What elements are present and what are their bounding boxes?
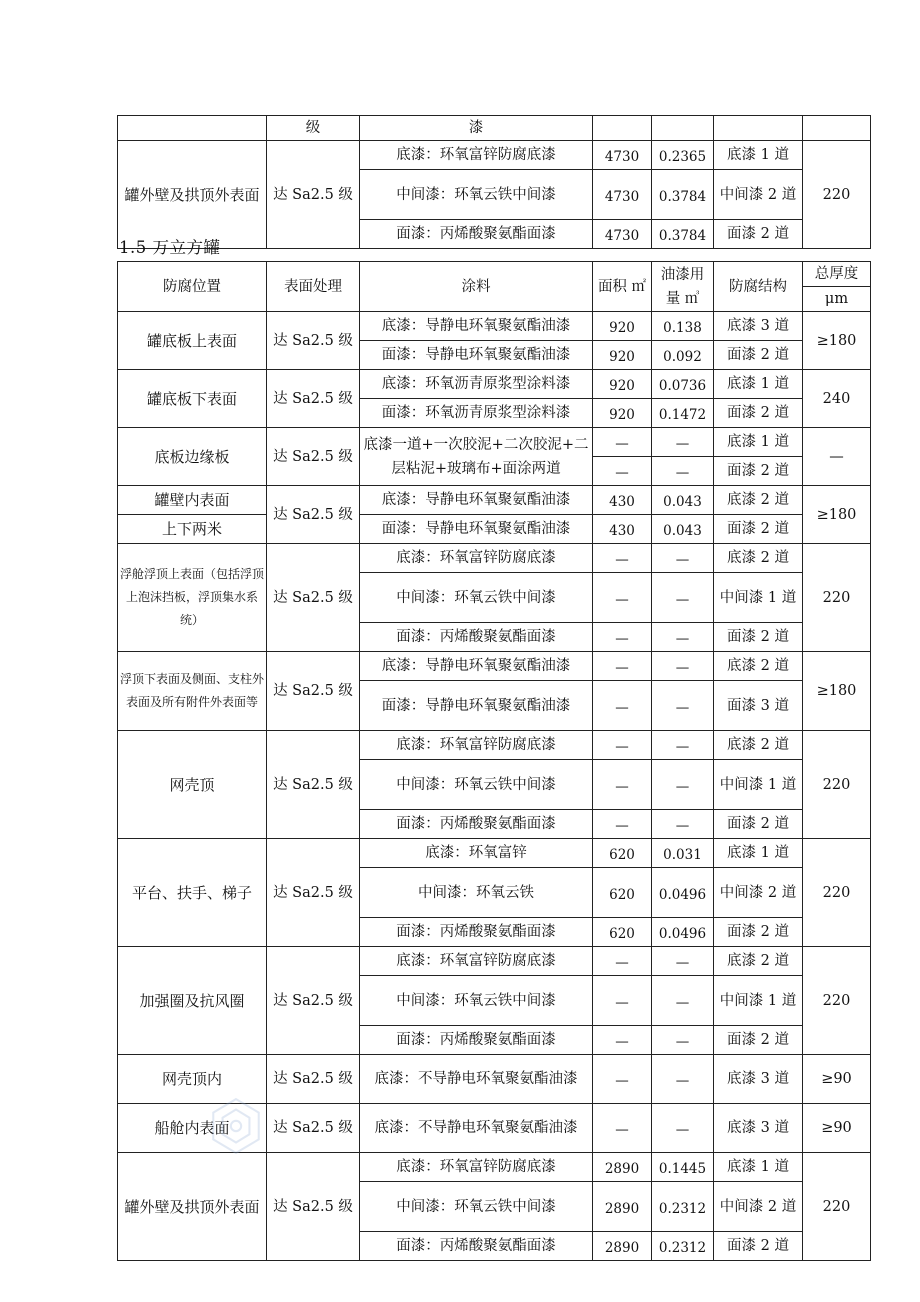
cell-surface: 达 Sa2.5 级 [267, 486, 360, 544]
header-thickness: 总厚度 [803, 262, 871, 287]
cell-position: 网壳顶内 [118, 1055, 267, 1104]
cell-amount: — [652, 573, 714, 623]
cell-coating: 底漆：环氧富锌防腐底漆 [360, 731, 593, 760]
cell-area: — [593, 1055, 652, 1104]
cell-position: 浮舱浮顶上表面（包括浮顶上泡沫挡板，浮顶集水系统） [118, 544, 267, 652]
cell-area: — [593, 947, 652, 976]
cell-position: 船舱内表面 [118, 1104, 267, 1153]
cell-thickness: ≥90 [803, 1104, 871, 1153]
cell-structure: 中间漆 2 道 [714, 170, 803, 220]
cell-thickness: ≥180 [803, 652, 871, 731]
cell-coating: 面漆：丙烯酸聚氨酯面漆 [360, 918, 593, 947]
cell-coating: 底漆：环氧富锌防腐底漆 [360, 1153, 593, 1182]
cell-surface: 达 Sa2.5 级 [267, 1153, 360, 1261]
cell-structure: 底漆 2 道 [714, 652, 803, 681]
table-row [118, 652, 871, 681]
cell-area: — [593, 428, 652, 457]
cell-surface: 达 Sa2.5 级 [267, 544, 360, 652]
cell-area: 620 [593, 918, 652, 947]
cell-amount: 0.138 [652, 312, 714, 341]
cell-amount: 0.3784 [652, 170, 714, 220]
cell-amount: 0.2312 [652, 1232, 714, 1261]
cell-coating: 漆 [360, 116, 593, 141]
table-row [118, 141, 871, 170]
cell-amount: — [652, 947, 714, 976]
cell-amount: 0.1445 [652, 1153, 714, 1182]
cell-structure: 面漆 2 道 [714, 341, 803, 370]
cell-area: 620 [593, 839, 652, 868]
cell-amount: 0.092 [652, 341, 714, 370]
header-structure: 防腐结构 [714, 262, 803, 312]
cell-coating: 底漆：环氧富锌 [360, 839, 593, 868]
cell-coating: 底漆：环氧沥青原浆型涂料漆 [360, 370, 593, 399]
cell-amount: 0.3784 [652, 220, 714, 249]
cell-area: — [593, 731, 652, 760]
cell-area: — [593, 652, 652, 681]
cell-structure: 面漆 2 道 [714, 1232, 803, 1261]
cell-amount [652, 116, 714, 141]
cell-position: 罐外壁及拱顶外表面 [118, 141, 267, 249]
cell-structure: 底漆 1 道 [714, 370, 803, 399]
cell-area: 430 [593, 486, 652, 515]
cell-structure: 中间漆 1 道 [714, 573, 803, 623]
cell-structure: 面漆 3 道 [714, 681, 803, 731]
cell-structure: 面漆 2 道 [714, 1026, 803, 1055]
header-amount: 油漆用量 ㎥ [652, 262, 714, 312]
cell-amount: — [652, 1104, 714, 1153]
cell-area: 920 [593, 399, 652, 428]
cell-surface: 达 Sa2.5 级 [267, 312, 360, 370]
cell-structure: 底漆 2 道 [714, 544, 803, 573]
table-row [118, 486, 871, 515]
cell-structure: 中间漆 2 道 [714, 1182, 803, 1232]
cell-thickness: ≥90 [803, 1055, 871, 1104]
cell-structure: 面漆 2 道 [714, 515, 803, 544]
cell-structure: 面漆 2 道 [714, 623, 803, 652]
cell-amount: 0.1472 [652, 399, 714, 428]
cell-structure: 面漆 2 道 [714, 399, 803, 428]
cell-thickness [803, 116, 871, 141]
table-row [118, 731, 871, 760]
cell-amount: — [652, 1055, 714, 1104]
cell-position: 罐底板下表面 [118, 370, 267, 428]
cell-area: 430 [593, 515, 652, 544]
section-title: 1.5 万立方罐 [119, 238, 221, 257]
table-row [118, 116, 871, 141]
cell-position: 加强圈及抗风圈 [118, 947, 267, 1055]
cell-area: — [593, 1026, 652, 1055]
table-row [118, 515, 871, 544]
cell-amount: 0.043 [652, 486, 714, 515]
cell-coating: 底漆：环氧富锌防腐底漆 [360, 141, 593, 170]
cell-coating: 面漆：导静电环氧聚氨酯油漆 [360, 515, 593, 544]
cell-coating: 中间漆：环氧云铁中间漆 [360, 760, 593, 810]
cell-surface: 达 Sa2.5 级 [267, 652, 360, 731]
watermark-icon [205, 1095, 267, 1157]
cell-structure: 中间漆 1 道 [714, 760, 803, 810]
cell-area: 920 [593, 341, 652, 370]
cell-position: 罐壁内表面 [118, 486, 267, 515]
cell-surface: 达 Sa2.5 级 [267, 1055, 360, 1104]
cell-structure: 底漆 1 道 [714, 1153, 803, 1182]
cell-surface: 达 Sa2.5 级 [267, 731, 360, 839]
cell-coating: 底漆：环氧富锌防腐底漆 [360, 544, 593, 573]
cell-position: 底板边缘板 [118, 428, 267, 486]
cell-thickness: 220 [803, 1153, 871, 1261]
cell-thickness: ≥180 [803, 312, 871, 370]
cell-surface: 达 Sa2.5 级 [267, 947, 360, 1055]
cell-coating: 面漆：丙烯酸聚氨酯面漆 [360, 810, 593, 839]
cell-coating: 底漆一道+一次胶泥+二次胶泥+二层粘泥+玻璃布+面涂两道 [360, 428, 593, 486]
cell-structure: 底漆 1 道 [714, 428, 803, 457]
header-row [118, 262, 871, 287]
cell-amount: 0.2365 [652, 141, 714, 170]
cell-surface: 达 Sa2.5 级 [267, 141, 360, 249]
cell-coating: 面漆：导静电环氧聚氨酯油漆 [360, 341, 593, 370]
cell-area: — [593, 623, 652, 652]
top-table [117, 115, 871, 249]
cell-area: — [593, 976, 652, 1026]
cell-surface: 达 Sa2.5 级 [267, 370, 360, 428]
cell-coating: 底漆：不导静电环氧聚氨酯油漆 [360, 1055, 593, 1104]
cell-structure: 中间漆 1 道 [714, 976, 803, 1026]
cell-amount: — [652, 810, 714, 839]
cell-coating: 底漆：导静电环氧聚氨酯油漆 [360, 652, 593, 681]
cell-amount: — [652, 428, 714, 457]
cell-structure [714, 116, 803, 141]
header-coating: 涂料 [360, 262, 593, 312]
cell-amount: — [652, 976, 714, 1026]
cell-structure: 底漆 2 道 [714, 947, 803, 976]
cell-structure: 底漆 2 道 [714, 486, 803, 515]
cell-area: 4730 [593, 170, 652, 220]
cell-area: — [593, 681, 652, 731]
cell-structure: 面漆 2 道 [714, 810, 803, 839]
cell-structure: 底漆 3 道 [714, 1104, 803, 1153]
cell-position [118, 116, 267, 141]
cell-coating: 底漆：导静电环氧聚氨酯油漆 [360, 312, 593, 341]
cell-structure: 底漆 1 道 [714, 839, 803, 868]
cell-structure: 面漆 2 道 [714, 918, 803, 947]
cell-area [593, 116, 652, 141]
cell-coating: 面漆：丙烯酸聚氨酯面漆 [360, 623, 593, 652]
cell-amount: 0.0496 [652, 868, 714, 918]
cell-amount: — [652, 457, 714, 486]
cell-structure: 面漆 2 道 [714, 457, 803, 486]
cell-amount: 0.031 [652, 839, 714, 868]
cell-coating: 中间漆：环氧云铁 [360, 868, 593, 918]
cell-coating: 底漆：不导静电环氧聚氨酯油漆 [360, 1104, 593, 1153]
cell-area: — [593, 760, 652, 810]
table-row [118, 544, 871, 573]
cell-area: — [593, 810, 652, 839]
cell-surface: 达 Sa2.5 级 [267, 428, 360, 486]
table-row [118, 428, 871, 457]
cell-amount: — [652, 731, 714, 760]
cell-surface: 级 [267, 116, 360, 141]
cell-coating: 面漆：丙烯酸聚氨酯面漆 [360, 220, 593, 249]
table-row [118, 947, 871, 976]
cell-thickness: — [803, 428, 871, 486]
table-row [118, 312, 871, 341]
cell-coating: 底漆：导静电环氧聚氨酯油漆 [360, 486, 593, 515]
cell-amount: 0.043 [652, 515, 714, 544]
header-surface: 表面处理 [267, 262, 360, 312]
cell-coating: 中间漆：环氧云铁中间漆 [360, 976, 593, 1026]
cell-coating: 面漆：导静电环氧聚氨酯油漆 [360, 681, 593, 731]
cell-position: 浮顶下表面及侧面、支柱外表面及所有附件外表面等 [118, 652, 267, 731]
cell-structure: 底漆 3 道 [714, 312, 803, 341]
cell-area: 2890 [593, 1182, 652, 1232]
cell-area: 4730 [593, 141, 652, 170]
cell-amount: — [652, 681, 714, 731]
cell-coating: 面漆：丙烯酸聚氨酯面漆 [360, 1026, 593, 1055]
cell-area: 4730 [593, 220, 652, 249]
cell-position: 平台、扶手、梯子 [118, 839, 267, 947]
cell-area: — [593, 1104, 652, 1153]
cell-structure: 面漆 2 道 [714, 220, 803, 249]
cell-thickness: 220 [803, 947, 871, 1055]
cell-position: 上下两米 [118, 515, 267, 544]
table-row [118, 839, 871, 868]
cell-amount: — [652, 1026, 714, 1055]
cell-surface: 达 Sa2.5 级 [267, 1104, 360, 1153]
cell-coating: 面漆：丙烯酸聚氨酯面漆 [360, 1232, 593, 1261]
cell-area: — [593, 544, 652, 573]
header-position: 防腐位置 [118, 262, 267, 312]
cell-amount: 0.0736 [652, 370, 714, 399]
cell-position: 罐底板上表面 [118, 312, 267, 370]
cell-amount: — [652, 544, 714, 573]
cell-coating: 中间漆：环氧云铁中间漆 [360, 1182, 593, 1232]
cell-position: 罐外壁及拱顶外表面 [118, 1153, 267, 1261]
cell-coating: 面漆：环氧沥青原浆型涂料漆 [360, 399, 593, 428]
cell-area: — [593, 457, 652, 486]
header-area: 面积 ㎡ [593, 262, 652, 312]
cell-structure: 底漆 1 道 [714, 141, 803, 170]
cell-area: 920 [593, 312, 652, 341]
cell-structure: 底漆 2 道 [714, 731, 803, 760]
cell-coating: 底漆：环氧富锌防腐底漆 [360, 947, 593, 976]
cell-thickness: 220 [803, 544, 871, 652]
cell-structure: 中间漆 2 道 [714, 868, 803, 918]
cell-area: 920 [593, 370, 652, 399]
cell-thickness: 220 [803, 141, 871, 249]
cell-thickness: 240 [803, 370, 871, 428]
cell-thickness: 220 [803, 839, 871, 947]
cell-area: 2890 [593, 1153, 652, 1182]
cell-area: 620 [593, 868, 652, 918]
cell-amount: 0.0496 [652, 918, 714, 947]
table-row [118, 370, 871, 399]
cell-area: — [593, 573, 652, 623]
cell-position: 网壳顶 [118, 731, 267, 839]
cell-thickness: 220 [803, 731, 871, 839]
cell-amount: — [652, 652, 714, 681]
header-thickness-unit: μm [803, 287, 871, 312]
cell-coating: 中间漆：环氧云铁中间漆 [360, 573, 593, 623]
cell-area: 2890 [593, 1232, 652, 1261]
cell-amount: — [652, 760, 714, 810]
cell-coating: 中间漆：环氧云铁中间漆 [360, 170, 593, 220]
cell-surface: 达 Sa2.5 级 [267, 839, 360, 947]
cell-thickness: ≥180 [803, 486, 871, 544]
cell-amount: 0.2312 [652, 1182, 714, 1232]
cell-structure: 底漆 3 道 [714, 1055, 803, 1104]
cell-amount: — [652, 623, 714, 652]
